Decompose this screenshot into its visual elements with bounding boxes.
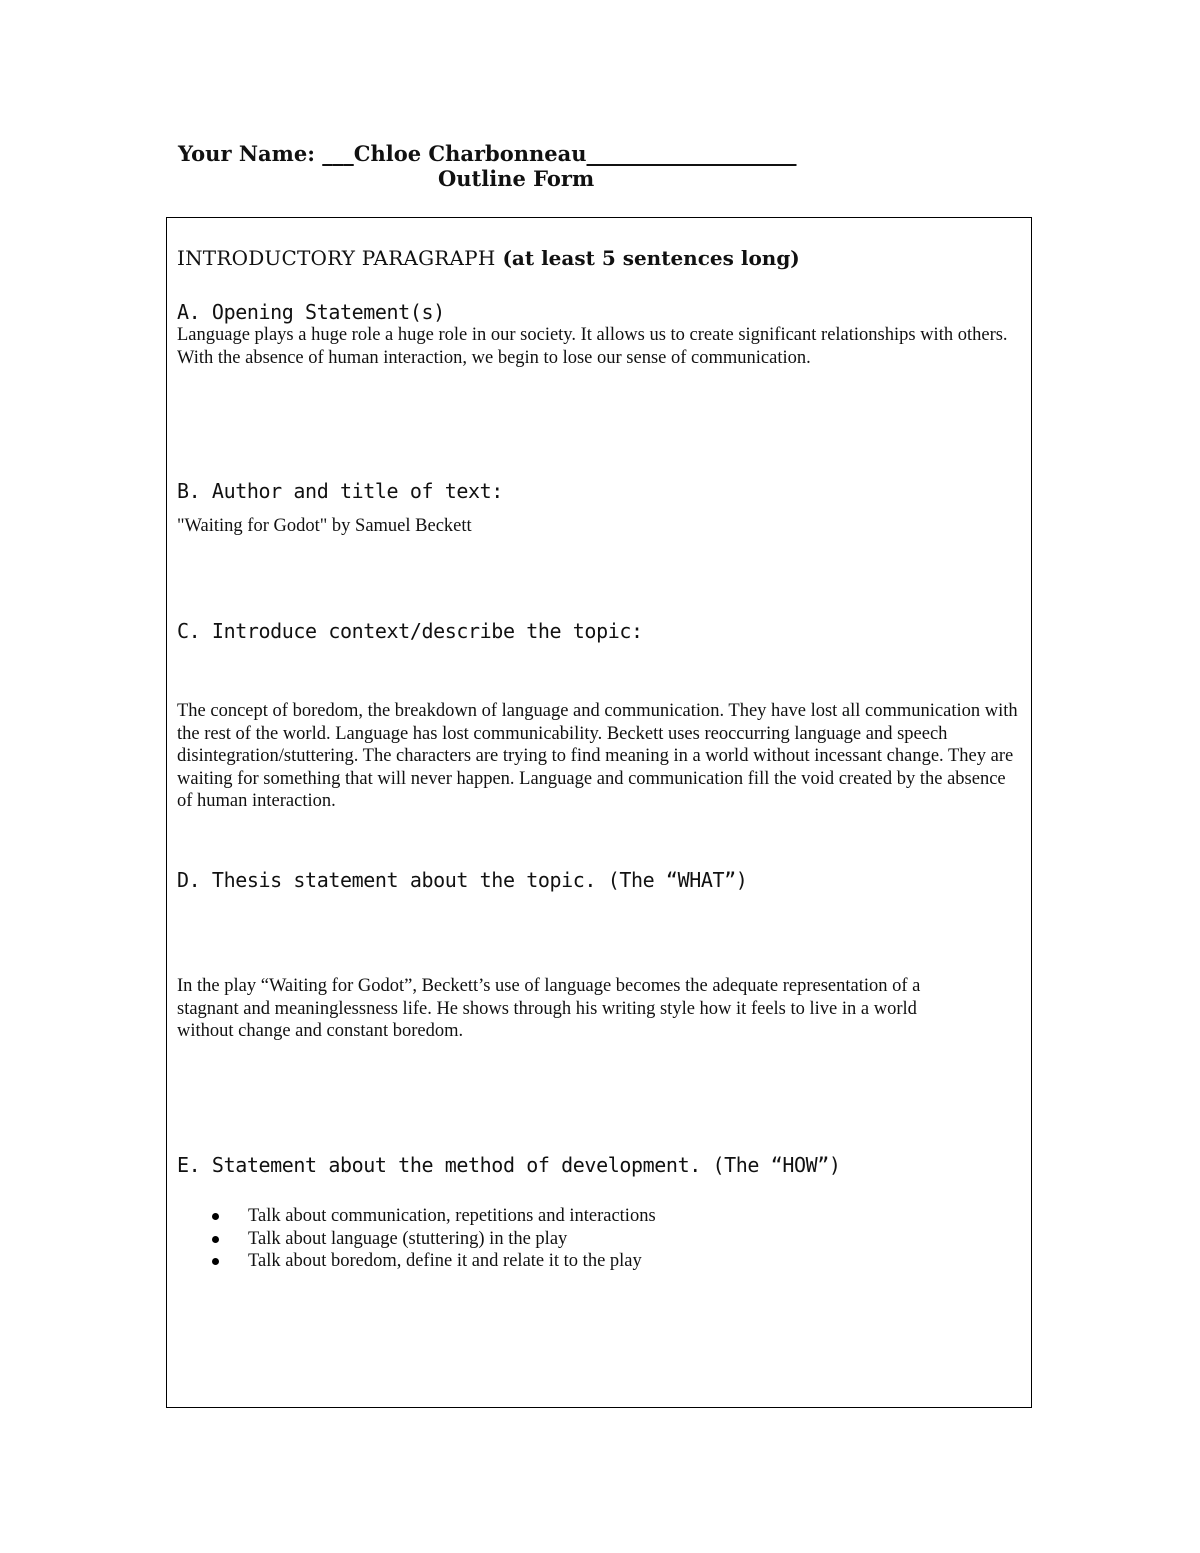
list-item xyxy=(205,1250,656,1273)
bullet-text: Talk about communication, repetitions and interactions xyxy=(248,1206,656,1226)
bullet-text: Talk about boredom, define it and relate it to the play xyxy=(248,1251,642,1271)
name-line: Your Name: ___Chloe Charbonneau____________________ xyxy=(178,141,797,166)
section-b-text: "Waiting for Godot" by Samuel Beckett xyxy=(177,516,472,536)
bullet-icon xyxy=(212,1213,219,1220)
section-e-heading: E. Statement about the method of development. (The “HOW”) xyxy=(177,1153,841,1177)
list-item xyxy=(205,1205,656,1228)
section-b-heading: B. Author and title of text: xyxy=(177,479,503,503)
intro-heading xyxy=(177,245,800,271)
list-item xyxy=(205,1228,656,1251)
section-c-text: The concept of boredom, the breakdown of language and communication. They have lost all communication with the rest of the world. Language has lost communicability. Beckett uses reoccurring language and speech disintegration/stuttering. The characters are trying to find meaning in a world without incessant change. They are waiting for something that will never happen. Language and communication fill the void created by the absence of human interaction. xyxy=(177,701,1018,811)
intro-heading-caps: INTRODUCTORY PARAGRAPH xyxy=(177,246,496,270)
section-a-heading: A. Opening Statement(s) xyxy=(177,300,445,324)
section-d-text: In the play “Waiting for Godot”, Beckett’s use of language becomes the adequate representation of a stagnant and meaninglessness life. He shows through his writing style how it feels to live in a world without change and constant boredom. xyxy=(177,976,921,1041)
bullet-icon xyxy=(212,1236,219,1243)
section-d-heading: D. Thesis statement about the topic. (The “WHAT”) xyxy=(177,868,748,892)
section-a-text: Language plays a huge role a huge role in our society. It allows us to create significant relationships with others. With the absence of human interaction, we begin to lose our sense of communication. xyxy=(177,325,1008,368)
form-title: Outline Form xyxy=(438,166,595,191)
method-bullet-list xyxy=(205,1205,656,1273)
bullet-icon xyxy=(212,1258,219,1265)
intro-heading-note: (at least 5 sentences long) xyxy=(495,246,800,270)
section-c-heading: C. Introduce context/describe the topic: xyxy=(177,619,643,643)
bullet-text: Talk about language (stuttering) in the play xyxy=(248,1228,568,1249)
